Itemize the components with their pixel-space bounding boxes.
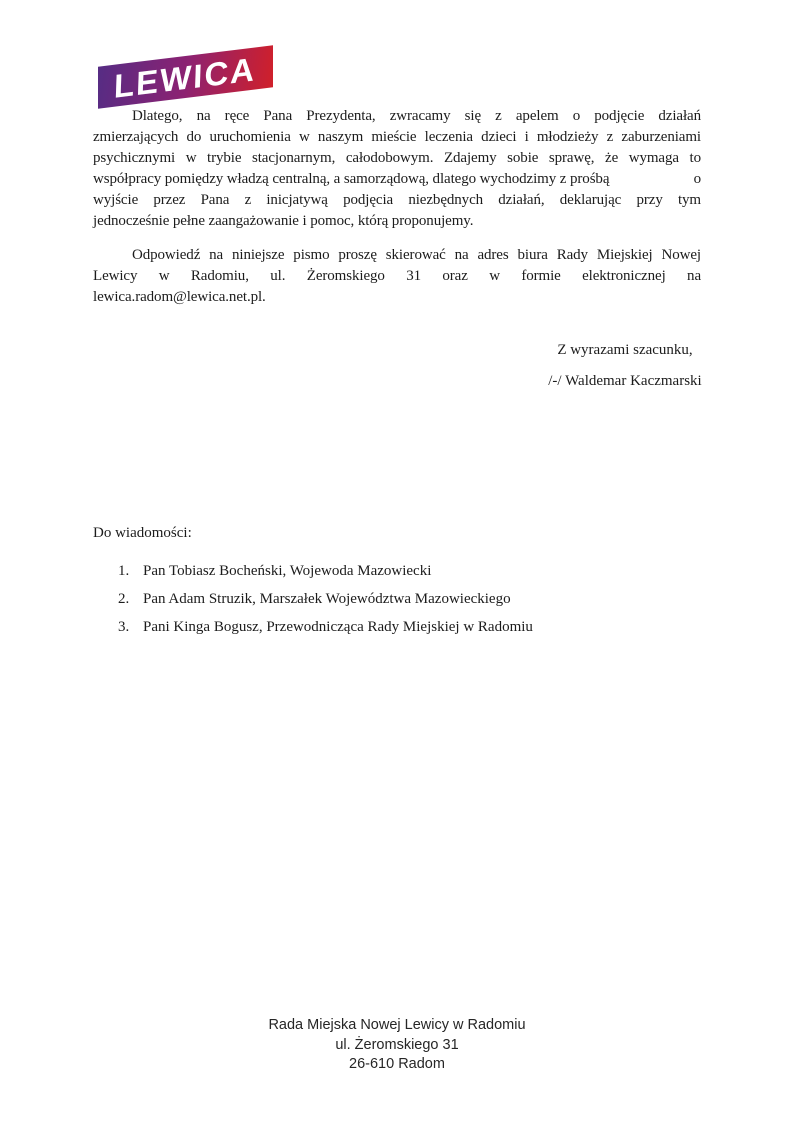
text-line-left-part: współpracy pomiędzy władzą centralną, a samorządową, dlatego wychodzimy z prośbą bbox=[93, 171, 610, 187]
footer-city: 26-610 Radom bbox=[349, 1056, 445, 1072]
cc-section bbox=[93, 523, 701, 645]
text-line: Odpowiedź na niniejsze pismo proszę skierować na adres biura Rady Miejskiej Nowej bbox=[132, 247, 701, 263]
cc-item-number: 1. bbox=[118, 563, 130, 579]
cc-list-item bbox=[93, 617, 701, 638]
text-line: Dlatego, na ręce Pana Prezydenta, zwracamy się z apelem o podjęcie działań bbox=[132, 108, 701, 124]
footer-street: ul. Żeromskiego 31 bbox=[335, 1036, 459, 1053]
lewica-logo bbox=[98, 45, 273, 108]
cc-item-text: Pan Tobiasz Bocheński, Wojewoda Mazowiecki bbox=[143, 563, 432, 579]
letter-body bbox=[93, 106, 701, 321]
cc-item-number: 3. bbox=[118, 619, 130, 635]
paragraph-2 bbox=[93, 245, 701, 308]
cc-title: Do wiadomości: bbox=[93, 525, 192, 541]
text-line-right-part: o bbox=[693, 171, 701, 187]
cc-item-text: Pani Kinga Bogusz, Przewodnicząca Rady Miejskiej w Radomiu bbox=[143, 619, 533, 635]
text-line: wyjście przez Pana z inicjatywą podjęcia niezbędnych działań, deklarując przy tym bbox=[93, 192, 701, 208]
text-line: Lewicy w Radomiu, ul. Żeromskiego 31 oraz w formie elektronicznej na bbox=[93, 268, 701, 284]
cc-item-number: 2. bbox=[118, 591, 130, 607]
letter-footer bbox=[0, 1016, 794, 1075]
signature-closing: Z wyrazami szacunku, bbox=[557, 342, 693, 358]
text-line: zmierzających do uruchomienia w naszym mieście leczenia dzieci i młodzieży z zaburzeniami bbox=[93, 129, 701, 145]
signature-block bbox=[497, 340, 753, 392]
cc-list-item bbox=[93, 589, 701, 610]
email-address: lewica.radom@lewica.net.pl. bbox=[93, 289, 266, 305]
lewica-logo-text: LEWICA bbox=[113, 49, 258, 105]
text-line: psychicznymi w trybie stacjonarnym, całodobowym. Zdajemy sobie sprawę, że wymaga to bbox=[93, 150, 701, 166]
paragraph-1 bbox=[93, 106, 701, 232]
cc-list-item bbox=[93, 561, 701, 582]
signature-name: /-/ Waldemar Kaczmarski bbox=[548, 373, 702, 389]
text-line: jednocześnie pełne zaangażowanie i pomoc, którą proponujemy. bbox=[93, 213, 474, 229]
text-line-with-gap bbox=[93, 169, 701, 190]
cc-item-text: Pan Adam Struzik, Marszałek Województwa Mazowieckiego bbox=[143, 591, 511, 607]
footer-organization: Rada Miejska Nowej Lewicy w Radomiu bbox=[268, 1017, 526, 1033]
